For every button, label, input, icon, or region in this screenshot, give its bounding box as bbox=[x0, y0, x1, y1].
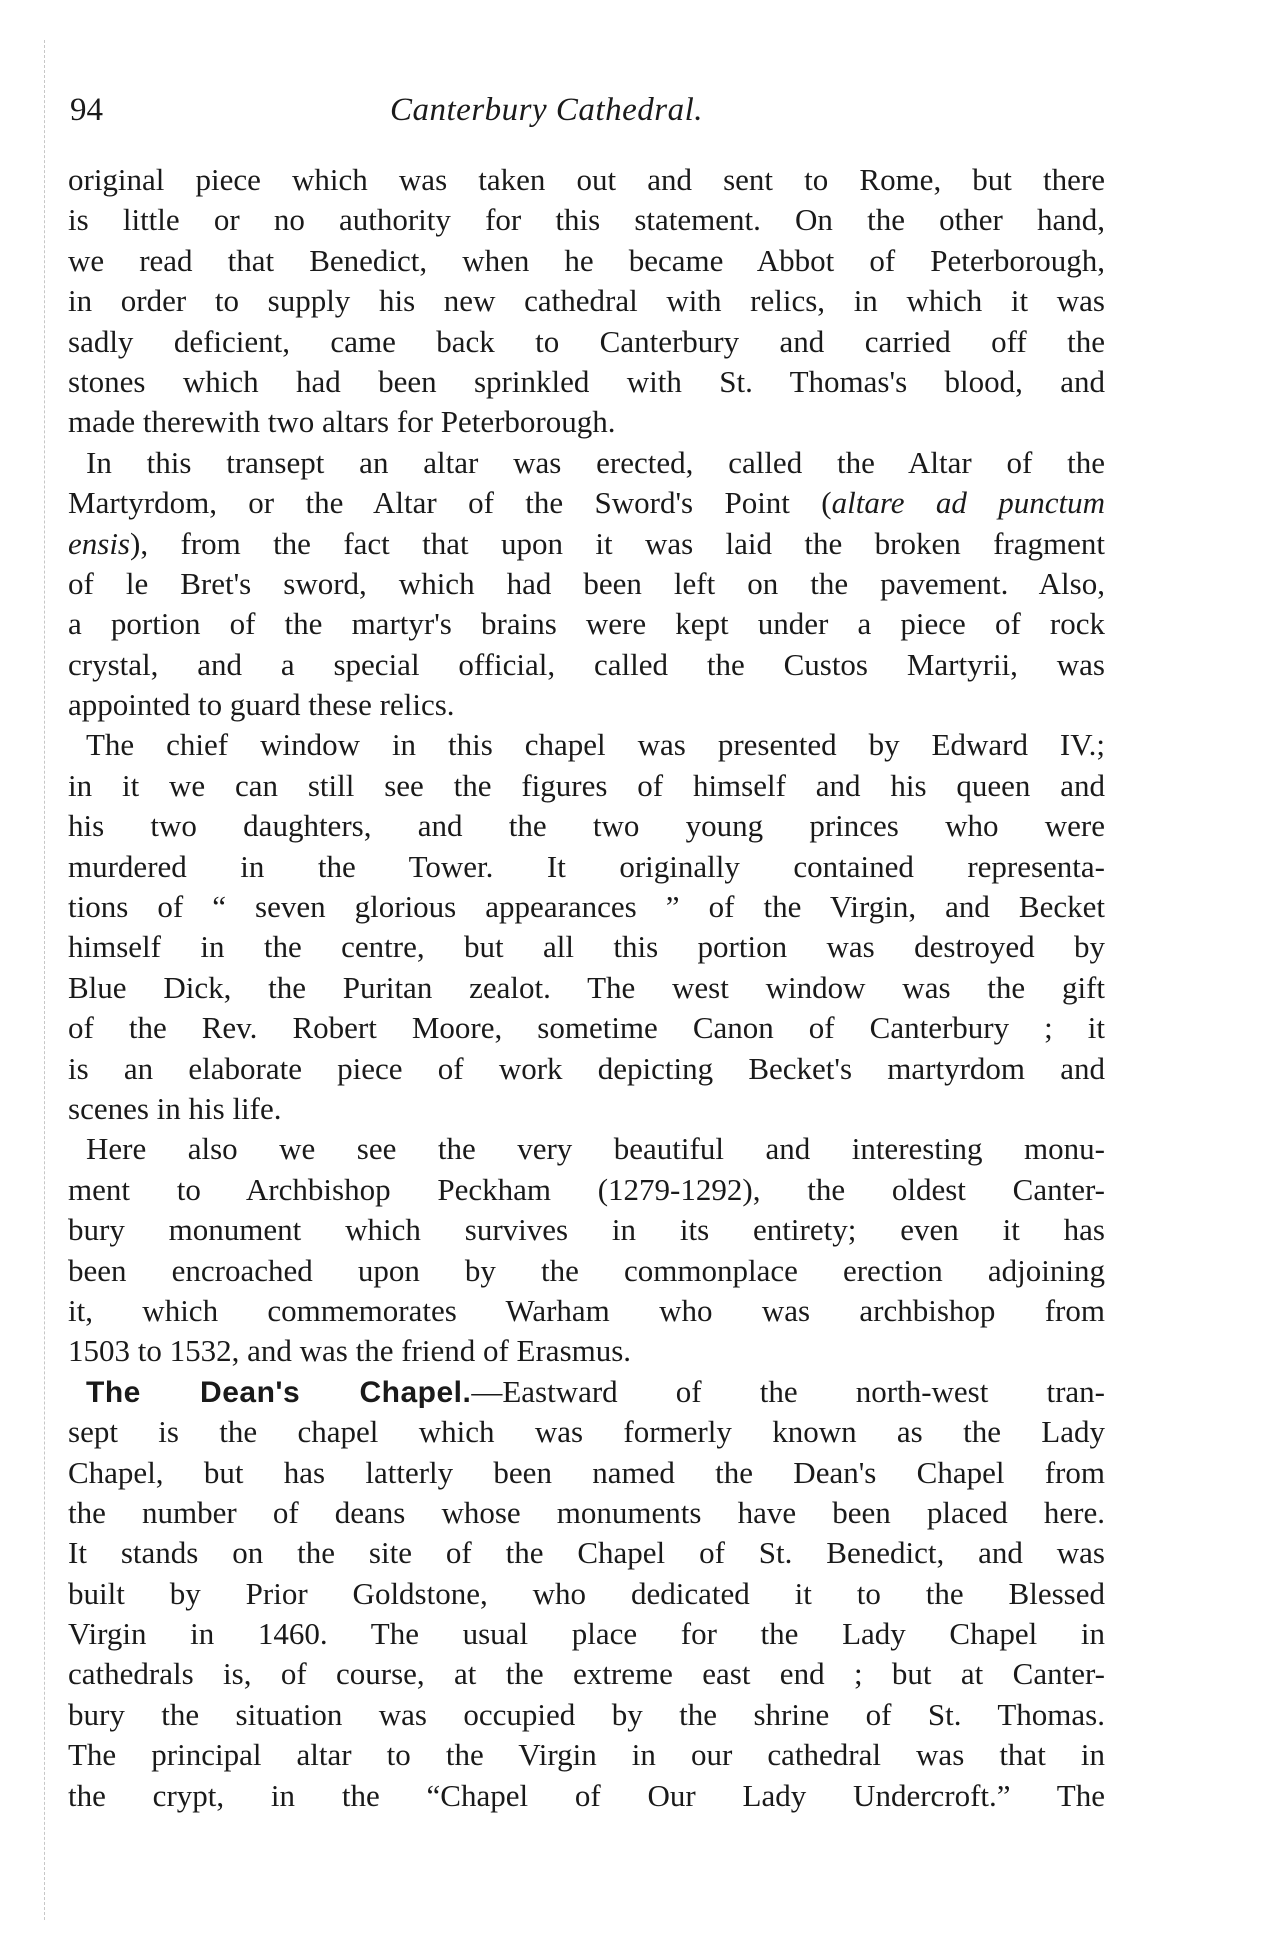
text-line: cathedrals is, of course, at the extreme east end ; but at Canter- bbox=[68, 1656, 1105, 1692]
text-line: the crypt, in the “Chapel of Our Lady Undercroft.” The bbox=[68, 1777, 1105, 1813]
paragraph bbox=[68, 1129, 1105, 1371]
text-line: original piece which was taken out and sent to Rome, but there bbox=[68, 162, 1105, 197]
text-line: built by Prior Goldstone, who dedicated it to the Blessed bbox=[68, 1575, 1105, 1611]
text-line: Blue Dick, the Puritan zealot. The west window was the gift bbox=[68, 969, 1105, 1005]
text-line: of le Bret's sword, which had been left on the pavement. Also, bbox=[68, 565, 1105, 601]
text-line: crystal, and a special official, called the Custos Martyrii, was bbox=[68, 646, 1105, 682]
latin-phrase: ensis bbox=[68, 525, 130, 561]
text-line: bury monument which survives in its entirety; even it has bbox=[68, 1212, 1105, 1248]
text-line: Virgin in 1460. The usual place for the Lady Chapel in bbox=[68, 1616, 1105, 1652]
text-line: stones which had been sprinkled with St. Thomas's blood, and bbox=[68, 363, 1105, 399]
text-line: in it we can still see the figures of himself and his queen and bbox=[68, 767, 1105, 803]
text-line: his two daughters, and the two young princes who were bbox=[68, 808, 1105, 844]
text-run: —Eastward of the north-west tran- bbox=[471, 1373, 1105, 1409]
text-line: murdered in the Tower. It originally contained representa- bbox=[68, 848, 1105, 884]
running-title: Canterbury Cathedral. bbox=[390, 92, 703, 128]
text-line: is little or no authority for this statement. On the other hand, bbox=[68, 202, 1105, 238]
text-line: in order to supply his new cathedral with relics, in which it was bbox=[68, 283, 1105, 319]
text-line: The principal altar to the Virgin in our cathedral was that in bbox=[68, 1737, 1105, 1773]
latin-phrase: altare ad punctum bbox=[831, 485, 1105, 521]
paragraph bbox=[68, 443, 1105, 726]
text-line: made therewith two altars for Peterborough. bbox=[68, 404, 616, 440]
text-run: Martyrdom, or the Altar of the Sword's Point ( bbox=[68, 485, 832, 521]
text-line: sadly deficient, came back to Canterbury and carried off the bbox=[68, 323, 1105, 359]
paragraph bbox=[68, 160, 1105, 443]
running-head bbox=[70, 88, 1105, 132]
text-line: 1503 to 1532, and was the friend of Erasmus. bbox=[68, 1333, 632, 1369]
text-line: appointed to guard these relics. bbox=[68, 687, 455, 723]
text-line bbox=[68, 483, 1105, 523]
paragraph bbox=[68, 725, 1105, 1129]
text-run: ), from the fact that upon it was laid the broken fragment bbox=[130, 525, 1105, 561]
text-line: tions of “ seven glorious appearances ” of the Virgin, and Becket bbox=[68, 889, 1105, 925]
text-line: ment to Archbishop Peckham (1279-1292), the oldest Canter- bbox=[68, 1171, 1105, 1207]
text-line: It stands on the site of the Chapel of St. Benedict, and was bbox=[68, 1535, 1105, 1571]
text-line: The chief window in this chapel was presented by Edward IV.; bbox=[86, 727, 1105, 763]
text-line: In this transept an altar was erected, called the Altar of the bbox=[86, 444, 1105, 480]
text-line: himself in the centre, but all this portion was destroyed by bbox=[68, 929, 1105, 965]
text-line: been encroached upon by the commonplace erection adjoining bbox=[68, 1252, 1105, 1288]
text-line: we read that Benedict, when he became Abbot of Peterborough, bbox=[68, 242, 1105, 278]
body-text bbox=[68, 160, 1105, 1816]
text-line: the number of deans whose monuments have been placed here. bbox=[68, 1494, 1105, 1530]
page-gutter-rule bbox=[44, 40, 45, 1920]
section-heading: The Dean's Chapel. bbox=[86, 1375, 472, 1409]
text-line: scenes in his life. bbox=[68, 1090, 282, 1126]
text-line: is an elaborate piece of work depicting Becket's martyrdom and bbox=[68, 1050, 1105, 1086]
text-line: Chapel, but has latterly been named the Dean's Chapel from bbox=[68, 1454, 1105, 1490]
paragraph bbox=[68, 1372, 1105, 1816]
page-number: 94 bbox=[70, 92, 103, 128]
text-line bbox=[68, 1372, 1105, 1412]
text-line: sept is the chapel which was formerly known as the Lady bbox=[68, 1414, 1105, 1450]
text-line: of the Rev. Robert Moore, sometime Canon of Canterbury ; it bbox=[68, 1010, 1105, 1046]
text-line: bury the situation was occupied by the shrine of St. Thomas. bbox=[68, 1696, 1105, 1732]
text-line: a portion of the martyr's brains were kept under a piece of rock bbox=[68, 606, 1105, 642]
text-line bbox=[68, 524, 1105, 564]
text-line: it, which commemorates Warham who was archbishop from bbox=[68, 1292, 1105, 1328]
text-line: Here also we see the very beautiful and interesting monu- bbox=[86, 1131, 1105, 1167]
